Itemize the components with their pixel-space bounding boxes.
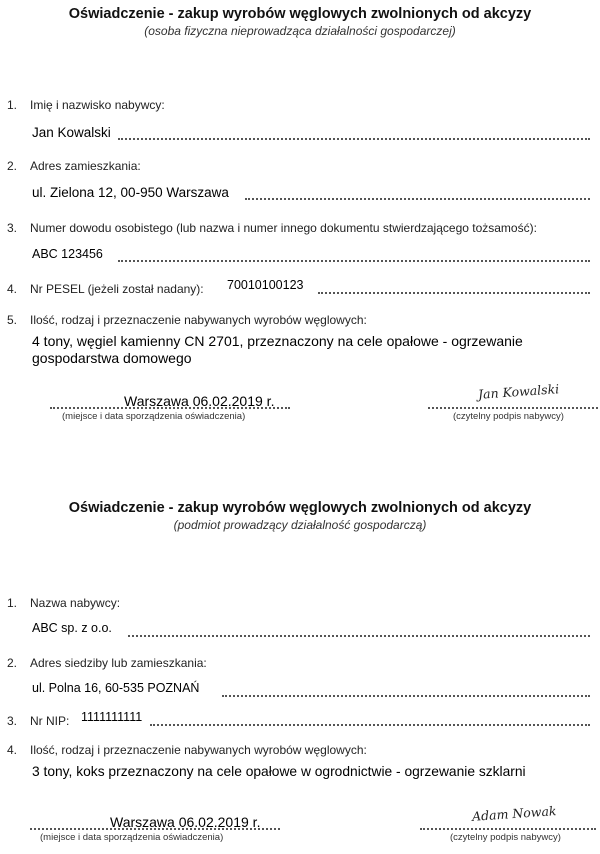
form2-item1-dotted-line bbox=[128, 635, 590, 637]
form1-item5-number: 5. bbox=[7, 313, 18, 327]
form2-item1-value: ABC sp. z o.o. bbox=[32, 621, 112, 635]
form1-place-date-caption: (miejsce i data sporządzenia oświadczenia) bbox=[62, 411, 246, 422]
form2-place-date: Warszawa 06.02.2019 r. bbox=[110, 814, 261, 830]
form1-item3-number: 3. bbox=[7, 221, 18, 235]
form1-item4-value: 70010100123 bbox=[227, 278, 304, 292]
form2-item2-number: 2. bbox=[7, 656, 18, 670]
form2-signature-caption: (czytelny podpis nabywcy) bbox=[450, 832, 561, 843]
form2-title: Oświadczenie - zakup wyrobów węglowych zwolnionych od akcyzy bbox=[68, 500, 532, 516]
form1-item2-label: Adres zamieszkania: bbox=[30, 159, 141, 173]
form1-item5-label: Ilość, rodzaj i przeznaczenie nabywanych wyrobów węglowych: bbox=[30, 313, 367, 327]
form1-item4-number: 4. bbox=[7, 282, 18, 296]
form1-item2-dotted-line bbox=[245, 198, 590, 200]
form2-item4-number: 4. bbox=[7, 743, 18, 757]
form1-item1-value: Jan Kowalski bbox=[32, 125, 111, 140]
form1-place-date-dotted-line bbox=[50, 407, 290, 409]
form1-signature-dotted-line bbox=[428, 407, 598, 409]
form2-item4-value: 3 tony, koks przeznaczony na cele opałowe w ogrodnictwie - ogrzewanie szklarni bbox=[32, 764, 526, 779]
form1-item2-value: ul. Zielona 12, 00-950 Warszawa bbox=[32, 185, 229, 200]
form1-title: Oświadczenie - zakup wyrobów węglowych zwolnionych od akcyzy bbox=[68, 6, 532, 22]
form2-item3-value: 1111111111 bbox=[81, 710, 143, 724]
form1-item3-value: ABC 123456 bbox=[32, 247, 103, 261]
form1-item4-dotted-line bbox=[318, 292, 590, 294]
form1-item5-value-line2: gospodarstwa domowego bbox=[32, 350, 192, 366]
form2-item2-label: Adres siedziby lub zamieszkania: bbox=[30, 656, 207, 670]
form1-item1-label: Imię i nazwisko nabywcy: bbox=[30, 98, 165, 112]
form2-item4-label: Ilość, rodzaj i przeznaczenie nabywanych wyrobów węglowych: bbox=[30, 743, 367, 757]
form2-item2-value: ul. Polna 16, 60-535 POZNAŃ bbox=[32, 681, 200, 695]
form2-signature: Adam Nowak bbox=[471, 803, 557, 824]
form2-item2-dotted-line bbox=[222, 695, 590, 697]
form2-subtitle: (podmiot prowadzący działalność gospodarczą) bbox=[173, 518, 427, 532]
form1-item1-number: 1. bbox=[7, 98, 18, 112]
form1-subtitle: (osoba fizyczna nieprowadząca działalności gospodarczej) bbox=[144, 24, 456, 38]
form2-item1-number: 1. bbox=[7, 596, 18, 610]
form1-signature-caption: (czytelny podpis nabywcy) bbox=[453, 411, 564, 422]
form1-item1-dotted-line bbox=[118, 138, 590, 140]
form2-place-date-caption: (miejsce i data sporządzenia oświadczenia) bbox=[40, 832, 224, 843]
form2-item3-label: Nr NIP: bbox=[30, 714, 70, 728]
form2-place-date-dotted-line bbox=[30, 828, 280, 830]
form2-item3-dotted-line bbox=[150, 724, 590, 726]
form1-item2-number: 2. bbox=[7, 159, 18, 173]
form1-item3-dotted-line bbox=[118, 260, 590, 262]
form2-item3-number: 3. bbox=[7, 714, 18, 728]
form1-place-date: Warszawa 06.02.2019 r. bbox=[124, 393, 275, 409]
form1-item3-label: Numer dowodu osobistego (lub nazwa i numer innego dokumentu stwierdzającego tożsamość): bbox=[30, 221, 537, 235]
form1-signature: Jan Kowalski bbox=[477, 381, 560, 402]
form1-item4-label: Nr PESEL (jeżeli został nadany): bbox=[30, 282, 204, 296]
form1-item5-value-line1: 4 tony, węgiel kamienny CN 2701, przeznaczony na cele opałowe - ogrzewanie bbox=[32, 333, 523, 349]
form2-signature-dotted-line bbox=[420, 828, 596, 830]
form2-item1-label: Nazwa nabywcy: bbox=[30, 596, 121, 610]
